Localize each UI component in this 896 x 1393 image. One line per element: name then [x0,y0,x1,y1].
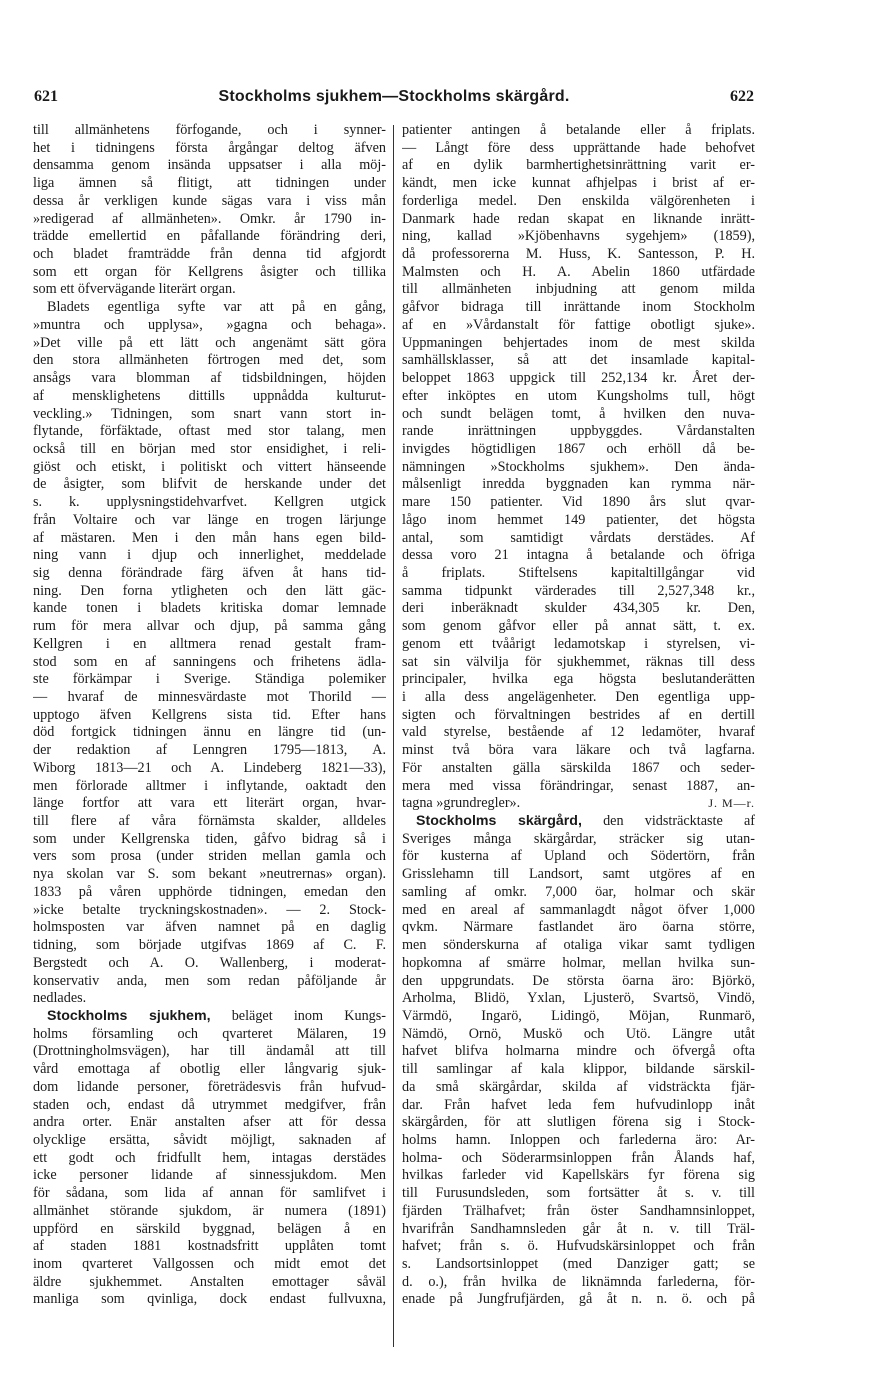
text-line [402,512,755,530]
line-text: andra orter. Enär anstalten afser att för dessa [33,1114,386,1131]
text-line [402,1061,755,1079]
line-text: deri inberäknadt skulder 434,305 kr. Den, [402,600,755,617]
line-text: ste förkämpar i Sverige. Ständiga polemiker [33,671,386,688]
text-line [402,388,755,406]
line-text: dessa år verkligen kunde sägas vara i viss mån [33,192,386,209]
text-line [33,654,386,672]
text-line [402,494,755,512]
text-line [402,1203,755,1221]
text-line [33,884,386,902]
line-text: genom ett tvåårigt ledamotskap i styrelsen, vi- [402,635,755,652]
line-text: samma tidpunkt värderades till 2,527,348 kr., [402,582,755,599]
text-line [402,973,755,991]
line-text: trädde emellertid en påfallande förändring deri, [33,228,386,245]
text-line [33,636,386,654]
text-line [33,122,386,140]
line-text: Bergstedt och A. O. Wallenberg, i moderat- [33,954,386,971]
line-text: men förlorade alltmer i inflytande, oaktadt den [33,777,386,794]
text-line [402,813,755,831]
line-text: till flere af våra förnämsta skalder, alldeles [33,813,386,830]
line-text: lågo inom hemmet 149 patienter, det högsta [402,511,755,528]
line-text: nedlades. [33,990,87,1007]
text-line [402,530,755,548]
text-line [33,370,386,388]
line-text: fjärden Trälhafvet; från öster Sandhamnsinloppet, [402,1202,755,1219]
text-line [33,831,386,849]
text-line [402,831,755,849]
line-text: ning vann i djup och innerlighet, meddelade [33,547,386,564]
line-text: men sönderskurna af otaliga vikar samt tydligen [402,937,755,954]
line-text: gåfvor bidraga till inrättande inom Stockholm [402,299,755,316]
line-text: staden och, endast då utrymmet medgifver, från [33,1096,386,1113]
text-line [402,654,755,672]
line-text: för sådana, som lida af annan för samlifvet i [33,1185,386,1202]
text-line [33,157,386,175]
line-text: enade på Jungfrufjärden, gå åt n. n. ö. och på [402,1291,755,1308]
text-line [402,689,755,707]
text-line [33,990,386,1008]
text-line [33,742,386,760]
line-text: olycklige ersätta, såvidt möjligt, saknaden af [33,1131,386,1148]
text-line [33,973,386,991]
text-line [33,955,386,973]
text-line [33,778,386,796]
text-line [33,760,386,778]
text-line [33,848,386,866]
line-text: den stora allmänheten förtrogen med det, som [33,352,386,369]
text-line [33,1008,386,1026]
text-line [402,1008,755,1026]
line-text: vers som prosa (under striden mellan gamla och [33,848,386,865]
line-text: länge fortfor att vara ett literärt organ, hvar- [33,795,386,812]
line-text: Malmsten och H. A. Abelin 1860 utfärdade [402,263,755,280]
line-text: Uppmaningen behjertades inom de mest skilda [402,334,755,351]
text-line [33,1203,386,1221]
line-text: flytande, förfäktade, oftast med stor talang, men [33,423,386,440]
text-line [402,919,755,937]
line-text: då professorerna M. Huss, K. Santesson, P. H. [402,246,755,263]
text-line [33,1221,386,1239]
line-text: som genom gåfvor eller på annat sätt, t. ex. [402,618,755,635]
text-line [33,866,386,884]
right-page-number: 622 [730,88,754,105]
text-line [402,1114,755,1132]
text-line [402,1150,755,1168]
text-line [402,902,755,920]
text-line [402,423,755,441]
text-line [33,1079,386,1097]
text-line [402,246,755,264]
line-text: beloppet 1863 uppgick till 252,134 kr. Året der- [402,370,755,387]
text-line [33,1150,386,1168]
line-text: hafvet; från s. ö. Hufvudskärsinloppet och från [402,1238,755,1255]
line-text: af staden 1881 kostnadsfritt upplåten tomt [33,1238,386,1255]
line-text: da små skärgårdar, skilda af vidsträckta fjär- [402,1078,755,1095]
line-text: från Voltaire och var länge en trogen lärjunge [33,511,386,528]
line-text: (Drottningholmsvägen), har till ändamål att till [33,1043,386,1060]
line-text: ning, kallad »Kjöbenhavns sygehjem» (1859), [402,228,755,245]
text-line [402,1256,755,1274]
text-line [402,671,755,689]
line-text: skärgården, för att slutligen förena sig i Stock- [402,1114,755,1131]
line-text: sig denna förändrade färg äfven åt hans tid- [33,564,386,581]
text-line [33,583,386,601]
text-line [33,530,386,548]
text-line [33,1043,386,1061]
line-text: manliga som qvinliga, dock endast fullvuxna, [33,1291,386,1308]
text-line [402,760,755,778]
line-text: samhällsklasser, så att det insamlade kapital- [402,352,755,369]
text-line [402,742,755,760]
text-line [33,299,386,317]
text-line [402,1291,755,1309]
text-line [33,1026,386,1044]
text-line [402,636,755,654]
text-line [402,476,755,494]
text-line [33,724,386,742]
line-text: holmsposten var äfven namnet på en daglig [33,919,386,936]
text-line [402,370,755,388]
text-line [402,1221,755,1239]
text-line [402,1079,755,1097]
line-text: sat sin välvilja för sjukhemmet, räknas till dess [402,653,755,670]
text-line [33,441,386,459]
line-text: vald styrelse, bestående af 12 ledamöter, hvaraf [402,724,755,741]
text-line [402,583,755,601]
text-line [402,1043,755,1061]
line-text: efter inköptes en utom Kungsholms tull, högt [402,387,755,404]
text-line [402,264,755,282]
text-line [33,937,386,955]
line-text: holms hamn. Inloppen och farlederna äro: Ar- [402,1131,755,1148]
line-text: den uppgrundats. De största öarna äro: Björkö, [402,972,755,989]
line-text: principaler, hvilka ega högsta beslutanderätten [402,671,755,688]
line-text: också till en början med stor ensidighet, i reli- [33,440,386,457]
line-text: Bladets egentliga syfte var att på en gång, [47,299,386,316]
line-text: dessa voro 21 intagna å betalande och öfriga [402,547,755,564]
line-text: Nämdö, Ornö, Muskö och Utö. Längre utåt [402,1025,755,1042]
text-line [33,175,386,193]
text-line [33,494,386,512]
text-line [402,317,755,335]
line-text: s. Landsortsinloppet (med Danziger gatt; se [402,1256,755,1272]
line-text: Värmdö, Ingarö, Lidingö, Möjan, Runmarö, [402,1007,755,1024]
line-text: tagna »grundregler». [402,795,521,812]
text-line [33,211,386,229]
line-text: »redigerad af allmänheten». Omkr. år 1790 in- [33,210,386,227]
text-line [402,707,755,725]
text-line [33,388,386,406]
line-text: »icke betalte tryckningskostnaden». — 2. Stock- [33,901,386,918]
text-line [402,228,755,246]
line-text: het i tidningens första årgångar deltog äfven [33,139,386,156]
line-text: död fortgick tidningen ännu en längre tid (un- [33,724,386,741]
text-line [402,122,755,140]
line-text: der redaktion af Lenngren 1795—1813, A. [33,742,386,759]
text-line [33,707,386,725]
line-text: för kusterna af Upland och Södertörn, från [402,848,755,865]
entry-headword: Stockholms skärgård, [416,813,582,830]
text-line [33,264,386,282]
text-line [33,671,386,689]
line-text: densamma genom insända uppsatser i alla möj- [33,157,386,174]
line-text: å friplats. Stiftelsens kapitaltillgångar vid [402,564,755,581]
text-line [402,565,755,583]
text-line [33,1185,386,1203]
line-text: till samlingar af kala klippor, bildande särskil- [402,1061,755,1078]
line-text: liga ämnen så flitigt, att tidningen under [33,175,386,192]
text-line [33,476,386,494]
line-text: till Furusundsleden, som fortsätter åt s. v. till [402,1185,755,1202]
text-line [33,406,386,424]
line-text: konservativ anda, men som redan påföljande år [33,972,386,989]
line-text: Danmark hade redan skapat en liknande inrätt- [402,210,755,227]
line-text: allmänhet störande sjukdom, är numera (1891) [33,1202,386,1219]
line-text: och bladet framträdde från denna tid afgjordt [33,246,386,263]
line-text: dom lidande personer, företrädesvis från hufvud- [33,1078,386,1095]
line-text: antal, som samtidigt vårdats derstädes. Af [402,529,755,546]
text-line [33,795,386,813]
text-line [402,1132,755,1150]
text-line [402,175,755,193]
text-line [402,441,755,459]
text-line [33,1097,386,1115]
line-text: inom qvarteret Vallgossen och midt emot det [33,1256,386,1272]
text-line [33,246,386,264]
text-line [33,1238,386,1256]
text-line [402,600,755,618]
text-line [402,1274,755,1292]
text-line [402,157,755,175]
line-text: patienter antingen å betalande eller å friplats. [402,122,755,138]
column-divider [393,125,394,1347]
text-line [402,884,755,902]
entry-headword: Stockholms sjukhem, [47,1007,211,1024]
line-text: hvilkas farleder vid Kapellskärs fyr förena sig [402,1167,755,1184]
text-line [33,1132,386,1150]
line-text: målsenligt inredda byggnaden kan rymma när- [402,476,755,493]
line-text: de åsigter, som blifvit de herskande under det [33,476,386,493]
line-text: af mästaren. Men i den mån hans egen bild- [33,529,386,546]
line-text: den vidsträcktaste af [581,813,755,830]
text-line [33,423,386,441]
text-line [402,937,755,955]
text-line [402,335,755,353]
line-text: som ett öfvervägande literärt organ. [33,281,236,298]
line-text: till allmänheten inbjudning att genom milda [402,281,755,298]
text-line [33,919,386,937]
line-text: 1833 på våren upphörde tidningen, emedan den [33,883,386,900]
text-line [402,778,755,796]
line-text: För anstalten gälla särskilda 1867 och seder- [402,759,755,776]
text-line [402,866,755,884]
line-text: invigdes högtidligen 1867 och erhöll då be- [402,440,755,457]
text-line [402,459,755,477]
text-line [402,955,755,973]
text-line [33,902,386,920]
line-text: Kellgren i en alltmera renad gestalt fram- [33,635,386,652]
text-line [402,140,755,158]
text-line [402,1097,755,1115]
line-text: ning. Den forna ytligheten och den lätt gäc- [33,582,386,599]
line-text: — hvaraf de minnesvärdaste mot Thorild — [33,689,386,705]
text-line [402,547,755,565]
line-text: af en »Vårdanstalt för fattige obotligt sjuke». [402,316,755,333]
line-text: som under Kellgrenska tiden, gåfvo bidrag så i [33,830,386,847]
line-text: vård emottaga af obotlig eller långvarig sjuk- [33,1061,386,1078]
line-text: mare 150 patienter. Vid 1890 års slut qvar- [402,494,755,511]
text-line [402,406,755,424]
line-text: rande inrättningen uppbyggdes. Vårdanstalten [402,423,755,440]
line-text: mera med vissa förändringar, senast 1887, an- [402,777,755,794]
line-text: till allmänhetens förfogande, och i synner- [33,122,386,138]
text-line [33,512,386,530]
text-line [33,140,386,158]
line-text: holms församling och qvarteret Mälaren, 19 [33,1025,386,1042]
line-text: Wiborg 1813—21 och A. Lindeberg 1821—33), [33,759,386,776]
line-text: icke personer lidande af sinnessjukdom. Men [33,1167,386,1184]
line-text: Sveriges många skärgårdar, sträcker sig utan- [402,830,755,847]
text-line [33,335,386,353]
line-text: nya skolan var S. som bekant »neutrernas» organ). [33,866,386,883]
line-text: ett godt och fridfullt hem, intagas derstädes [33,1149,386,1166]
text-line [33,193,386,211]
text-line [33,1274,386,1292]
text-line [33,281,386,299]
line-text: forderliga medel. Den enskilda välgörenheten i [402,192,755,209]
line-text: kande tonen i bladets kritiska domar lemnade [33,600,386,617]
text-line [402,795,755,813]
line-text: s. k. upplysningstidehvarfvet. Kellgren utgick [33,494,386,511]
text-line [33,689,386,707]
line-text: hopkomna af smärre holmar, mellan hvilka sun- [402,954,755,971]
text-line [402,1026,755,1044]
text-line [402,618,755,636]
line-text: med en areal af sammanlagdt något öfver 1,000 [402,901,755,918]
text-line [402,724,755,742]
line-text: i alla dess angelägenheter. Den egentliga upp- [402,689,755,705]
text-line [33,1256,386,1274]
text-line [33,317,386,335]
text-line [402,281,755,299]
line-text: hafvet blifva holmarna mindre och öfvergå ofta [402,1043,755,1060]
text-line [402,990,755,1008]
line-text: holma- och Söderarmsinloppen från Ålands haf, [402,1149,755,1166]
line-text: och sundt belägen tomt, å hvilken den nuva- [402,405,755,422]
text-line [33,565,386,583]
text-line [402,211,755,229]
line-text: »Det ville på ett lätt och angenämt sätt göra [33,334,386,351]
line-text: dar. Från hafvet leda fem hufvudinlopp inåt [402,1096,755,1113]
line-text: af mensklighetens dittills uppnådda kulturut- [33,387,386,404]
line-text: ansågs vara blomman af tidsbildningen, höjden [33,370,386,387]
line-text: minst två böra vara läkare och två lagfarna. [402,742,755,759]
text-line [33,1167,386,1185]
line-text: qvkm. Närmare fastlandet äro öarna större, [402,919,755,936]
page-header [34,88,754,110]
line-text: Grisslehamn till Landsort, samt utgöres af en [402,866,755,883]
line-text: kändt, men icke kunnat afhjelpas i brist af er- [402,175,755,192]
left-column [33,122,386,1309]
line-text: samling af omkr. 7,000 öar, holmar och skär [402,883,755,900]
text-line [402,193,755,211]
line-text: d. o.), från hvilka de liknämnda farlederna, för- [402,1273,755,1290]
text-line [33,1061,386,1079]
left-page-number: 621 [34,88,58,105]
line-text: som ett organ för Kellgrens åsigter och tillika [33,263,386,280]
line-text: tidning, som började utgifvas 1869 af C. F. [33,937,386,954]
running-title: Stockholms sjukhem—Stockholms skärgård. [218,88,570,105]
line-text: af en dylik barmhertighetsinrättning varit er- [402,157,755,174]
line-text: rum för mera allvar och djup, på samma gång [33,618,386,635]
text-line [402,848,755,866]
line-text: — Långt före dess upprättande hade behofvet [402,139,755,156]
text-line [402,352,755,370]
text-line [33,600,386,618]
right-column [402,122,755,1309]
line-text: äldre sjukhemmet. Anstalten emottager såväl [33,1273,386,1290]
text-line [402,1238,755,1256]
line-text: nämningen »Stockholms sjukhem». Den ända- [402,458,755,475]
text-line [33,618,386,636]
text-line [33,459,386,477]
text-line [33,228,386,246]
text-line [402,1185,755,1203]
text-line [33,813,386,831]
line-text: »muntra och upplysa», »gagna och behaga». [33,316,386,333]
text-line [402,299,755,317]
line-text: upptogo äfven Kellgrens sista tid. Efter hans [33,706,386,723]
line-text: veckling.» Tidningen, som snart vann stort in- [33,405,386,422]
line-text: hvarifrån Sandhamnsleden går åt n. v. till Träl- [402,1220,755,1237]
text-line [33,1291,386,1309]
line-text: Arholma, Blidö, Yxlan, Ljusterö, Svartsö, Vindö, [402,990,755,1007]
text-line [33,1114,386,1132]
text-line [33,352,386,370]
line-text: sigten och förvaltningen bestrides af en dertill [402,706,755,723]
text-line [33,547,386,565]
author-signature: J. M—r. [708,796,755,811]
line-text: uppförd en särskild byggnad, belägen å en [33,1220,386,1237]
line-text: beläget inom Kungs- [210,1007,386,1024]
line-text: giöst och etiskt, i politiskt och vittert hänseende [33,458,386,475]
line-text: stod som en af sanningens och frihetens ädla- [33,653,386,670]
text-line [402,1167,755,1185]
